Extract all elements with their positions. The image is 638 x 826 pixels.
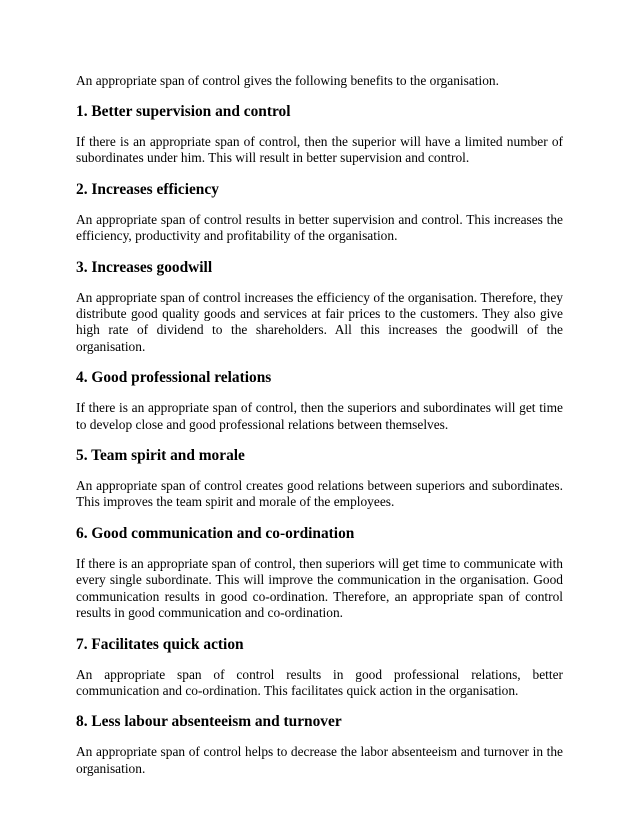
- section-5: [76, 447, 563, 511]
- section-body: An appropriate span of control increases the efficiency of the organisation. Therefore, they distribute good quality goods and services at fair prices to the customers. They also give high rate of dividend to the shareholders. All this increases the goodwill of the organisation.: [76, 289, 563, 354]
- section-heading: 4. Good professional relations: [76, 369, 272, 387]
- section-body: An appropriate span of control helps to decrease the labor absenteeism and turnover in the organisation.: [76, 744, 563, 776]
- section-7: [76, 636, 563, 700]
- section-heading: 3. Increases goodwill: [76, 258, 213, 276]
- section-heading: 2. Increases efficiency: [76, 180, 219, 198]
- section-3: [76, 259, 563, 356]
- document-page: [76, 73, 563, 791]
- section-1: [76, 103, 563, 167]
- section-heading: 7. Facilitates quick action: [76, 635, 244, 653]
- section-2: [76, 181, 563, 245]
- section-heading: 5. Team spirit and morale: [76, 447, 245, 465]
- section-body: If there is an appropriate span of control, then superiors will get time to communicate with every single subordinate. This will improve the communication in the organisation. Good communication results in good co-ordination. Therefore, an appropriate span of control results in good communication and co-ordination.: [76, 555, 563, 621]
- section-heading: 6. Good communication and co-ordination: [76, 524, 355, 542]
- section-heading: 8. Less labour absenteeism and turnover: [76, 713, 342, 731]
- section-body: If there is an appropriate span of control, then the superiors and subordinates will get time to develop close and good professional relations between themselves.: [76, 400, 563, 432]
- section-body: An appropriate span of control results in good professional relations, better communication and co-ordination. This facilitates quick action in the organisation.: [76, 666, 563, 698]
- intro-paragraph: An appropriate span of control gives the following benefits to the organisation.: [76, 73, 499, 88]
- section-body: If there is an appropriate span of control, then the superior will have a limited number of subordinates under him. This will result in better supervision and control.: [76, 134, 563, 166]
- section-6: [76, 525, 563, 622]
- section-heading: 1. Better supervision and control: [76, 103, 291, 120]
- section-4: [76, 369, 563, 433]
- section-body: An appropriate span of control creates good relations between superiors and subordinates. This improves the team spirit and morale of the employees.: [76, 478, 563, 510]
- section-8: [76, 713, 563, 777]
- section-body: An appropriate span of control results in better supervision and control. This increases the efficiency, productivity and profitability of the organisation.: [76, 211, 563, 244]
